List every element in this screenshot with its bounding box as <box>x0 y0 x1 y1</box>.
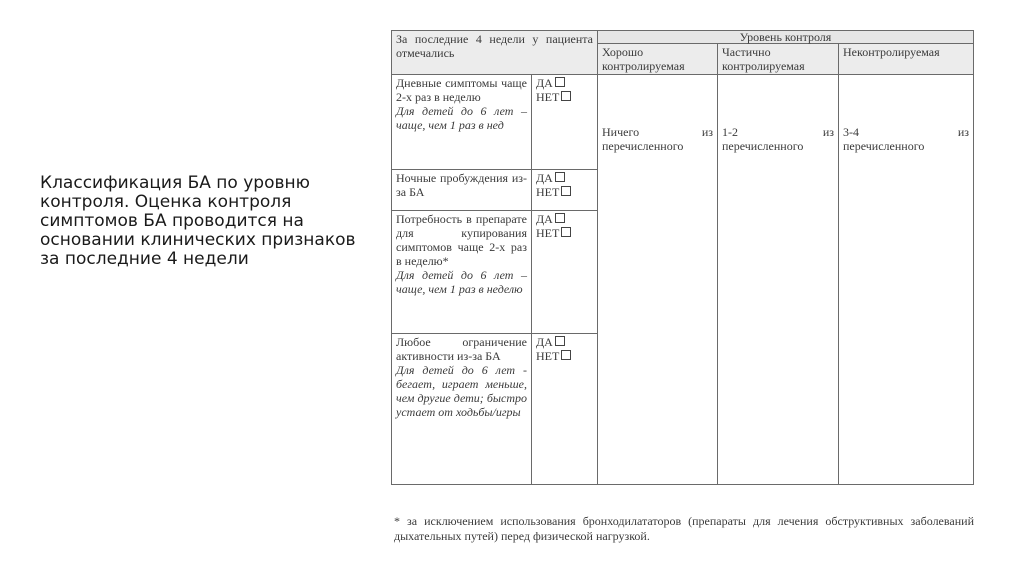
yes-checkbox[interactable] <box>555 77 565 87</box>
category-rest: перечисленного <box>602 139 684 153</box>
slide-description: Классификация БА по уровню контроля. Оценка контроля симптомов БА проводится на основании клинических признаков за последние 4 недели <box>40 173 356 269</box>
yes-no-options <box>532 211 598 334</box>
criterion-text: Ночные пробуждения из-за БА <box>396 171 527 199</box>
no-label: НЕТ <box>536 226 560 240</box>
category-count: Ничего <box>602 125 640 139</box>
header-period: За последние 4 недели у пациента отмечались <box>392 31 598 75</box>
yes-no-options <box>532 75 598 170</box>
table-footnote: * за исключением использования бронходилататоров (препараты для лечения обструктивных заболеваний дыхательных путей) перед физической нагрузкой. <box>394 514 974 543</box>
table-row <box>392 75 974 170</box>
row-criterion <box>392 170 532 211</box>
header-partly-controlled: Частично контролируемая <box>718 44 839 75</box>
criterion-note: Для детей до 6 лет – чаще, чем 1 раз в неделю <box>396 268 527 296</box>
row-criterion <box>392 75 532 170</box>
criterion-text: Дневные симптомы чаще 2-х раз в неделю <box>396 76 527 104</box>
category-of: из <box>701 125 713 139</box>
row-criterion <box>392 334 532 485</box>
asthma-control-table-figure <box>384 30 976 542</box>
yes-no-options <box>532 334 598 485</box>
category-rest: перечисленного <box>843 139 925 153</box>
yes-label: ДА <box>536 76 553 90</box>
criterion-note: Для детей до 6 лет - бегает, играет меньше, чем другие дети; быстро устает от ходьбы/игры <box>396 363 527 419</box>
asthma-control-table <box>391 30 974 485</box>
row-criterion <box>392 211 532 334</box>
yes-checkbox[interactable] <box>555 336 565 346</box>
no-checkbox[interactable] <box>561 350 571 360</box>
criterion-note: Для детей до 6 лет – чаще, чем 1 раз в нед <box>396 104 527 132</box>
yes-checkbox[interactable] <box>555 213 565 223</box>
no-checkbox[interactable] <box>561 91 571 101</box>
category-of: из <box>822 125 834 139</box>
category-count: 3-4 <box>843 125 859 139</box>
header-control-level: Уровень контроля <box>598 31 974 44</box>
no-checkbox[interactable] <box>561 227 571 237</box>
no-checkbox[interactable] <box>561 186 571 196</box>
category-well-controlled <box>598 75 718 485</box>
criterion-text: Потребность в препарате для купирования симптомов чаще 2-х раз в неделю* <box>396 212 527 268</box>
category-of: из <box>957 125 969 139</box>
category-rest: перечисленного <box>722 139 804 153</box>
yes-label: ДА <box>536 335 553 349</box>
criterion-text: Любое ограничение активности из-за БА <box>396 335 527 363</box>
yes-no-options <box>532 170 598 211</box>
header-well-controlled: Хорошо контролируемая <box>598 44 718 75</box>
category-uncontrolled <box>839 75 974 485</box>
yes-label: ДА <box>536 171 553 185</box>
no-label: НЕТ <box>536 349 560 363</box>
yes-label: ДА <box>536 212 553 226</box>
yes-checkbox[interactable] <box>555 172 565 182</box>
category-count: 1-2 <box>722 125 738 139</box>
category-partly-controlled <box>718 75 839 485</box>
header-uncontrolled: Неконтролируемая <box>839 44 974 75</box>
no-label: НЕТ <box>536 90 560 104</box>
no-label: НЕТ <box>536 185 560 199</box>
